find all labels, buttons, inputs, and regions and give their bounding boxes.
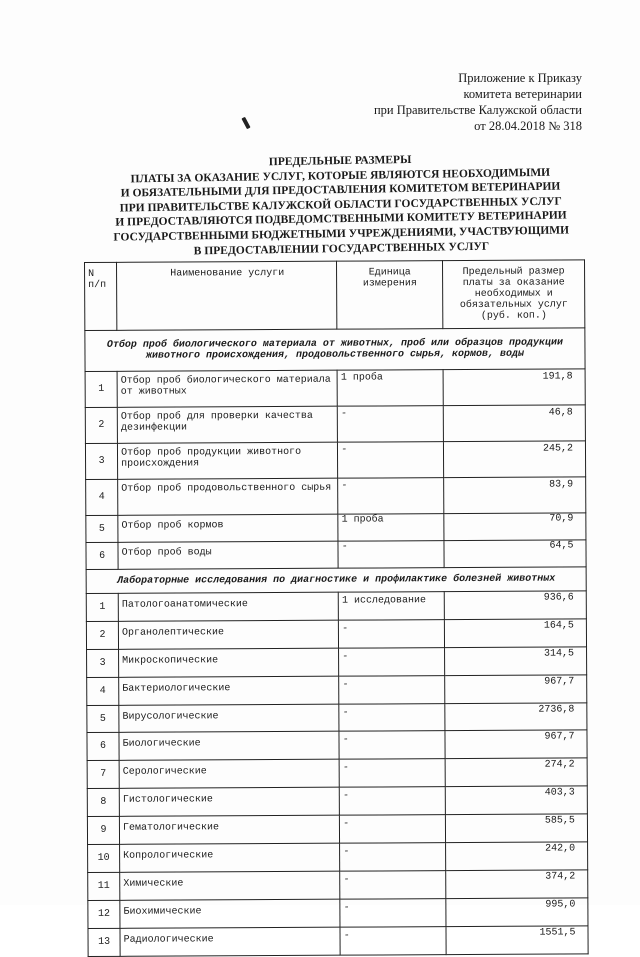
row-name-cell: Микроскопические (119, 648, 339, 677)
row-name-cell: Биохимические (120, 899, 340, 928)
row-name-cell: Отбор проб кормов (118, 514, 338, 542)
row-num-cell: 1 (85, 371, 117, 407)
header-price: Предельный размер платы за оказание необходимых и обязательных услуг (руб. коп.) (443, 260, 585, 329)
title-line: И ОБЯЗАТЕЛЬНЫМИ ДЛЯ ПРЕДОСТАВЛЕНИЯ КОМИТЕТОМ ВЕТЕРИНАРИИ (120, 180, 561, 200)
row-price-cell: 1551,5 (446, 926, 588, 955)
appendix-line: от 28.04.2018 № 318 (474, 119, 582, 133)
table-row (86, 591, 586, 622)
table-row (87, 758, 587, 789)
row-price-cell: 374,2 (446, 870, 588, 899)
row-price-cell: 585,5 (446, 814, 588, 843)
row-num-cell: 7 (87, 761, 119, 789)
title-line: ПРЕДЕЛЬНЫЕ РАЗМЕРЫ (268, 153, 412, 169)
row-num-cell: 13 (88, 928, 120, 956)
fees-table (84, 259, 589, 956)
row-price-cell: 403,3 (445, 786, 587, 815)
row-unit-cell: - (339, 787, 445, 815)
row-price-cell: 274,2 (445, 758, 587, 787)
row-unit-cell: - (339, 731, 445, 759)
row-num-cell: 2 (85, 407, 117, 443)
row-num-cell: 5 (87, 705, 119, 733)
table-row (87, 702, 587, 733)
row-price-cell: 164,5 (445, 619, 587, 648)
row-name-cell: Органолептические (118, 620, 338, 649)
row-unit-cell: - (339, 620, 445, 648)
table-row (87, 814, 587, 845)
row-num-cell: 3 (87, 649, 119, 677)
section-row (85, 328, 585, 372)
row-name-cell: Отбор проб продовольственного сырья (118, 478, 338, 515)
row-price-cell: 191,8 (443, 369, 585, 406)
row-unit-cell: - (339, 703, 445, 731)
row-name-cell: Патологоанатомические (118, 592, 338, 621)
table-body (85, 328, 588, 956)
fees-table-wrapper (84, 259, 589, 956)
row-num-cell: 6 (87, 733, 119, 761)
row-unit-cell: 1 проба (337, 370, 443, 407)
row-unit-cell: - (339, 675, 445, 703)
row-num-cell: 6 (86, 542, 118, 569)
row-num-cell: 12 (88, 900, 120, 928)
document-title (90, 150, 592, 260)
row-unit-cell: - (338, 541, 444, 569)
row-num-cell: 3 (85, 443, 117, 479)
row-unit-cell: - (340, 926, 446, 954)
table-row (85, 441, 585, 480)
section-title: Отбор проб биологического материала от животных, проб или образцов продукции животного происхождения, продовольственного сырья, кормов, воды (85, 328, 585, 372)
header-name: Наименование услуги (117, 261, 338, 330)
title-line: ПЛАТЫ ЗА ОКАЗАНИЕ УСЛУГ, КОТОРЫЕ ЯВЛЯЮТСЯ НЕОБХОДИМЫМИ (130, 166, 551, 185)
row-name-cell: Отбор проб для проверки качества дезинфекции (117, 406, 337, 443)
title-line: ГОСУДАРСТВЕННЫМИ БЮДЖЕТНЫМИ УЧРЕЖДЕНИЯМИ, УЧАСТВУЮЩИМИ (113, 224, 570, 244)
row-price-cell: 967,7 (445, 730, 587, 759)
row-price-cell: 936,6 (444, 591, 586, 620)
title-line: И ПРЕДОСТАВЛЯЮТСЯ ПОДВЕДОМСТВЕННЫМИ КОМИТЕТУ ВЕТЕРИНАРИИ (115, 209, 567, 229)
row-price-cell: 64,5 (444, 540, 586, 568)
row-name-cell: Вирусологические (119, 704, 339, 733)
row-name-cell: Копрологические (120, 843, 340, 872)
section-title: Лабораторные исследования по диагностике и профилактике болезней животных (86, 567, 586, 594)
table-row (88, 842, 588, 873)
table-row (87, 647, 587, 678)
table-row (86, 619, 586, 650)
table-header-row (85, 260, 585, 331)
row-num-cell: 5 (86, 515, 118, 542)
row-price-cell: 70,9 (444, 513, 586, 541)
row-num-cell: 4 (86, 479, 118, 515)
row-name-cell: Отбор проб воды (118, 541, 338, 569)
appendix-line: при Правительстве Калужской области (373, 103, 582, 117)
row-price-cell: 314,5 (445, 647, 587, 676)
row-unit-cell: 1 исследование (338, 592, 444, 620)
row-num-cell: 10 (88, 844, 120, 872)
row-price-cell: 242,0 (446, 842, 588, 871)
row-num-cell: 11 (88, 872, 120, 900)
row-unit-cell: - (340, 815, 446, 843)
row-price-cell: 83,9 (444, 477, 586, 514)
row-price-cell: 2736,8 (445, 702, 587, 731)
appendix-line: комитета ветеринарии (463, 87, 582, 101)
row-unit-cell: - (339, 647, 445, 675)
table-row (86, 477, 586, 516)
row-num-cell: 2 (86, 621, 118, 649)
row-name-cell: Гистологические (119, 787, 339, 816)
row-unit-cell: - (338, 478, 444, 515)
table-row (86, 540, 586, 570)
table-row (88, 926, 588, 957)
row-unit-cell: - (339, 759, 445, 787)
row-unit-cell: - (340, 871, 446, 899)
row-name-cell: Бактериологические (119, 676, 339, 705)
section-row (86, 567, 586, 594)
row-name-cell: Химические (120, 871, 340, 900)
table-row (88, 898, 588, 929)
row-price-cell: 245,2 (444, 441, 586, 478)
table-row (85, 369, 585, 408)
row-unit-cell: - (338, 442, 444, 479)
row-price-cell: 995,0 (446, 898, 588, 927)
row-name-cell: Биологические (119, 732, 339, 761)
title-line: ПРИ ПРАВИТЕЛЬСТВЕ КАЛУЖСКОЙ ОБЛАСТИ ГОСУДАРСТВЕННЫХ УСЛУГ (119, 195, 562, 215)
row-num-cell: 1 (86, 593, 118, 621)
row-name-cell: Серологические (119, 760, 339, 789)
row-unit-cell: - (340, 843, 446, 871)
row-name-cell: Отбор проб биологического материала от животных (117, 370, 337, 407)
row-name-cell: Радиологические (120, 927, 340, 956)
row-num-cell: 8 (87, 789, 119, 817)
table-row (85, 405, 585, 444)
header-unit: Единица измерения (337, 261, 443, 330)
appendix-note (342, 70, 582, 134)
pen-mark (241, 117, 250, 129)
row-price-cell: 967,7 (445, 675, 587, 704)
row-unit-cell: - (340, 898, 446, 926)
appendix-line: Приложение к Приказу (458, 71, 582, 85)
title-line: В ПРЕДОСТАВЛЕНИИ ГОСУДАРСТВЕННЫХ УСЛУГ (193, 240, 490, 257)
row-unit-cell: - (337, 406, 443, 443)
row-price-cell: 46,8 (443, 405, 585, 442)
row-name-cell: Гематологические (119, 815, 339, 844)
table-row (86, 513, 586, 543)
table-row (87, 786, 587, 817)
row-num-cell: 9 (87, 816, 119, 844)
header-num: N п/п (85, 262, 117, 330)
table-row (87, 675, 587, 706)
row-unit-cell: 1 проба (338, 514, 444, 542)
row-name-cell: Отбор проб продукции животного происхождения (118, 442, 338, 479)
row-num-cell: 4 (87, 677, 119, 705)
table-row (87, 730, 587, 761)
table-row (88, 870, 588, 901)
